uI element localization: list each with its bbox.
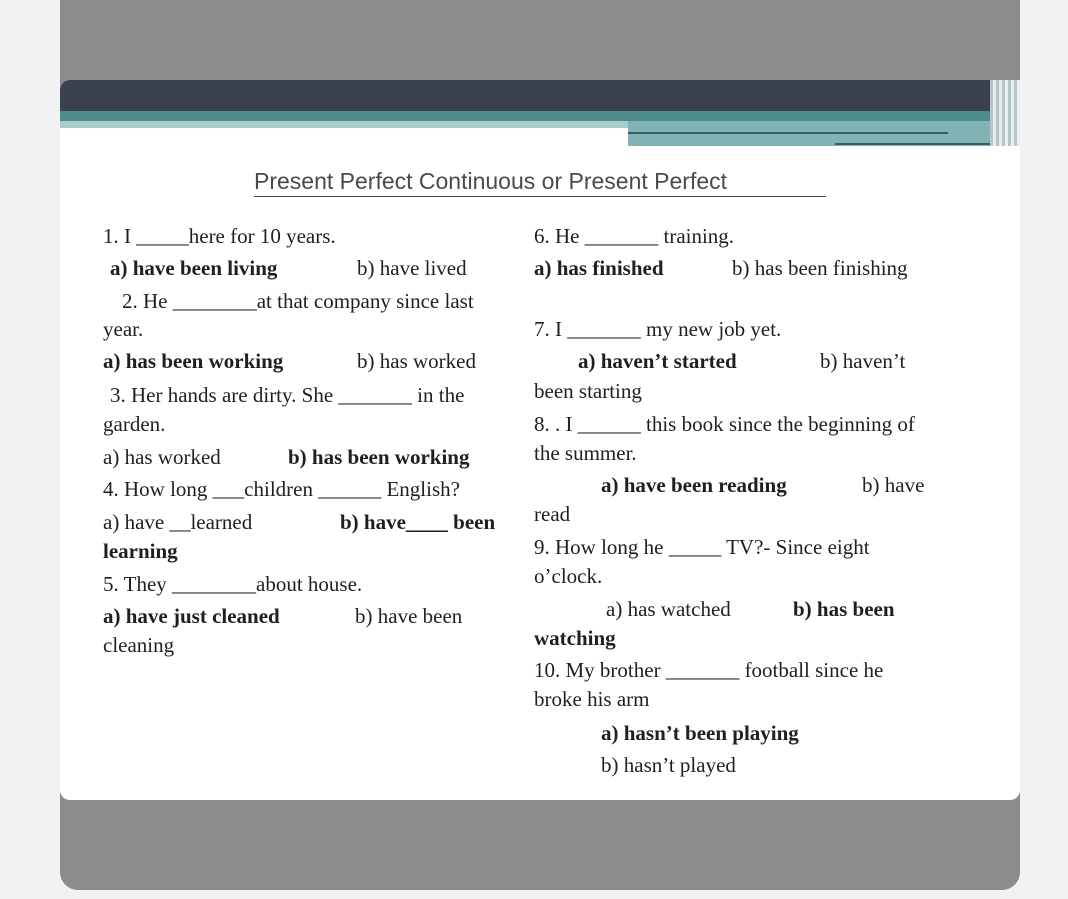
exercise-text-line: 5. They ________about house. xyxy=(103,572,363,596)
exercise-text-line: b) have been xyxy=(355,604,463,628)
exercise-text-line: a) have just cleaned xyxy=(103,604,280,628)
exercise-text-line: b) has been finishing xyxy=(732,256,908,280)
exercise-text-line: b) has been working xyxy=(288,445,470,469)
exercise-text-line: a) have been reading xyxy=(601,473,787,497)
exercise-text-line: a) has been working xyxy=(103,349,284,373)
exercise-text-line: b) haven’t xyxy=(820,349,906,373)
header-tail xyxy=(990,80,1020,146)
header-line xyxy=(628,132,948,134)
header-line xyxy=(835,143,1000,145)
exercise-text-line: 9. How long he _____ TV?- Since eight xyxy=(534,535,870,559)
exercise-text-line: a) hasn’t been playing xyxy=(601,721,799,745)
slide-title: Present Perfect Continuous or Present Perfect xyxy=(254,168,826,197)
exercise-text-line: o’clock. xyxy=(534,564,603,588)
exercise-text-line: 1. I _____here for 10 years. xyxy=(103,224,336,248)
exercise-text-line: b) have lived xyxy=(357,256,467,280)
exercise-text-line: 2. He ________at that company since last xyxy=(122,289,474,313)
exercise-text-line: been starting xyxy=(534,379,642,403)
exercise-text-line: b) have xyxy=(862,473,925,497)
exercise-text-line: b) has worked xyxy=(357,349,476,373)
exercise-text-line: a) have __learned xyxy=(103,510,253,534)
header-stripe xyxy=(60,111,990,121)
slide xyxy=(60,80,1020,800)
exercise-text-line: watching xyxy=(534,626,616,650)
exercise-text-line: b) have____ been xyxy=(340,510,496,534)
exercise-text-line: a) haven’t started xyxy=(578,349,737,373)
exercise-text-line: 6. He _______ training. xyxy=(534,224,735,248)
exercise-text-line: b) hasn’t played xyxy=(601,753,736,777)
exercise-text-line: a) has watched xyxy=(606,597,731,621)
exercise-text-line: the summer. xyxy=(534,441,637,465)
exercise-text-line: 7. I _______ my new job yet. xyxy=(534,317,782,341)
exercise-text-line: 10. My brother _______ football since he xyxy=(534,658,884,682)
exercise-text-line: learning xyxy=(103,539,178,563)
exercise-text-line: 4. How long ___children ______ English? xyxy=(103,477,460,501)
exercise-text-line: cleaning xyxy=(103,633,175,657)
exercise-text-line: a) has worked xyxy=(103,445,221,469)
header-bar xyxy=(60,80,1020,111)
exercise-text-line: a) has finished xyxy=(534,256,664,280)
exercise-text-line: 8. . I ______ this book since the beginning of xyxy=(534,412,915,436)
exercise-text-line: a) have been living xyxy=(110,256,278,280)
exercise-text-line: broke his arm xyxy=(534,687,650,711)
exercise-text-line: garden. xyxy=(103,412,166,436)
exercise-text-line: 3. Her hands are dirty. She _______ in the xyxy=(110,383,465,407)
exercise-text-line: read xyxy=(534,502,571,526)
exercise-text-line: b) has been xyxy=(793,597,895,621)
exercise-text-line: year. xyxy=(103,317,144,341)
